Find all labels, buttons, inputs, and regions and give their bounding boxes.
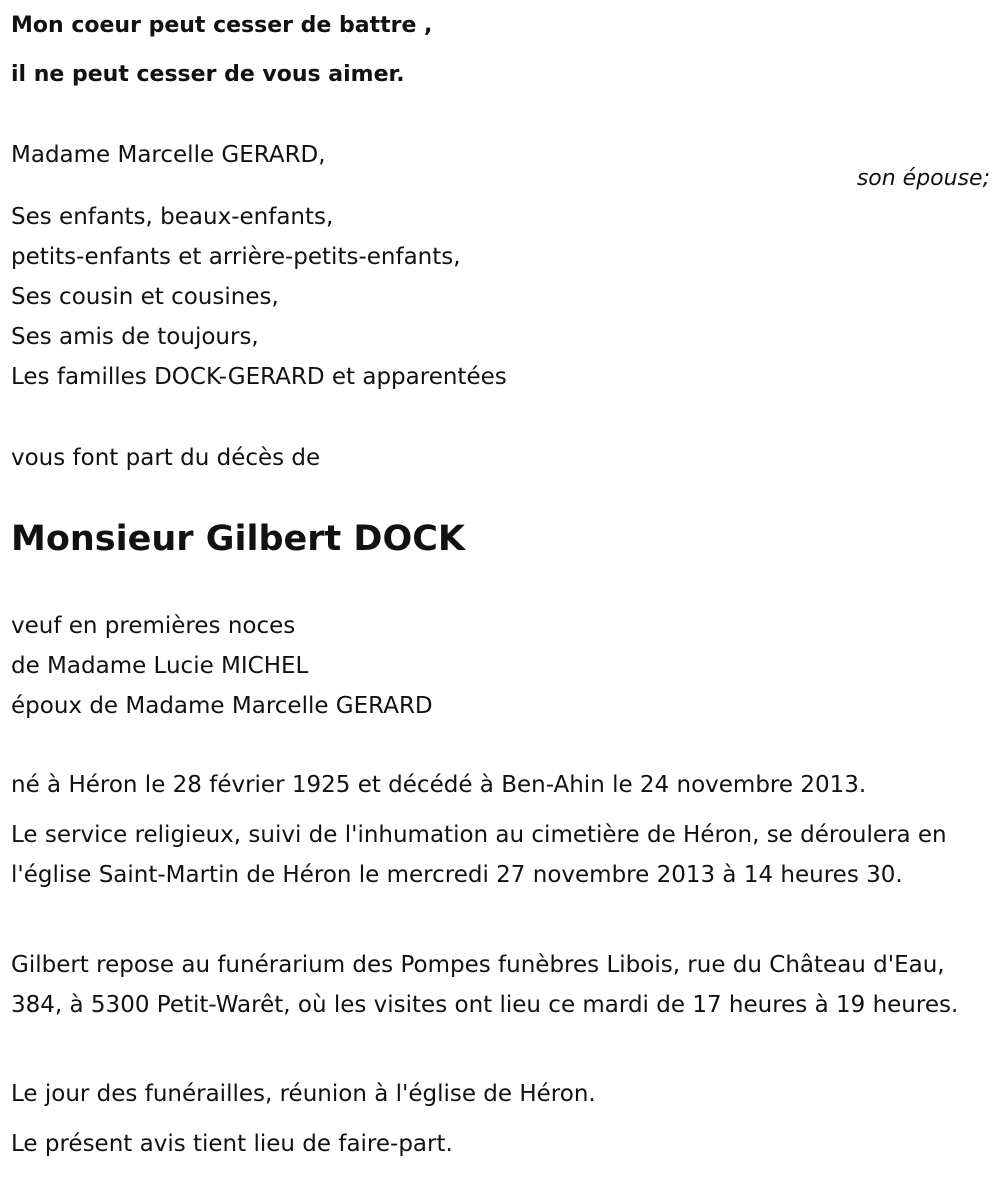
- spouse-name: Madame Marcelle GERARD,: [11, 142, 326, 168]
- quote-line-2: il ne peut cesser de vous aimer.: [11, 62, 405, 87]
- deceased-name: Monsieur Gilbert DOCK: [11, 519, 466, 559]
- family-line: petits-enfants et arrière-petits-enfants,: [11, 244, 461, 270]
- family-line: Ses enfants, beaux-enfants,: [11, 204, 334, 230]
- family-line: Les familles DOCK-GERARD et apparentées: [11, 364, 507, 390]
- quote-line-1: Mon coeur peut cesser de battre ,: [11, 13, 433, 38]
- spouse-relation: son épouse;: [856, 166, 990, 191]
- marital-line: veuf en premières noces: [11, 613, 296, 639]
- family-line: Ses amis de toujours,: [11, 324, 259, 350]
- family-line: Ses cousin et cousines,: [11, 284, 279, 310]
- marital-line: époux de Madame Marcelle GERARD: [11, 693, 433, 719]
- visitation-paragraph: Gilbert repose au funérarium des Pompes funèbres Libois, rue du Château d'Eau, 384, à 5300 Petit-Warêt, où les visites ont lieu ce mardi de 17 heures à 19 heures.: [11, 952, 959, 1018]
- marital-line: de Madame Lucie MICHEL: [11, 653, 309, 679]
- announcement-text: vous font part du décès de: [11, 445, 321, 471]
- birth-death-text: né à Héron le 28 février 1925 et décédé à Ben-Ahin le 24 novembre 2013.: [11, 772, 867, 798]
- notice-paragraph: Le présent avis tient lieu de faire-part.: [11, 1131, 453, 1157]
- funeral-day-paragraph: Le jour des funérailles, réunion à l'église de Héron.: [11, 1081, 596, 1107]
- service-paragraph: Le service religieux, suivi de l'inhumation au cimetière de Héron, se déroulera en l'église Saint-Martin de Héron le mercredi 27 novembre 2013 à 14 heures 30.: [11, 822, 947, 888]
